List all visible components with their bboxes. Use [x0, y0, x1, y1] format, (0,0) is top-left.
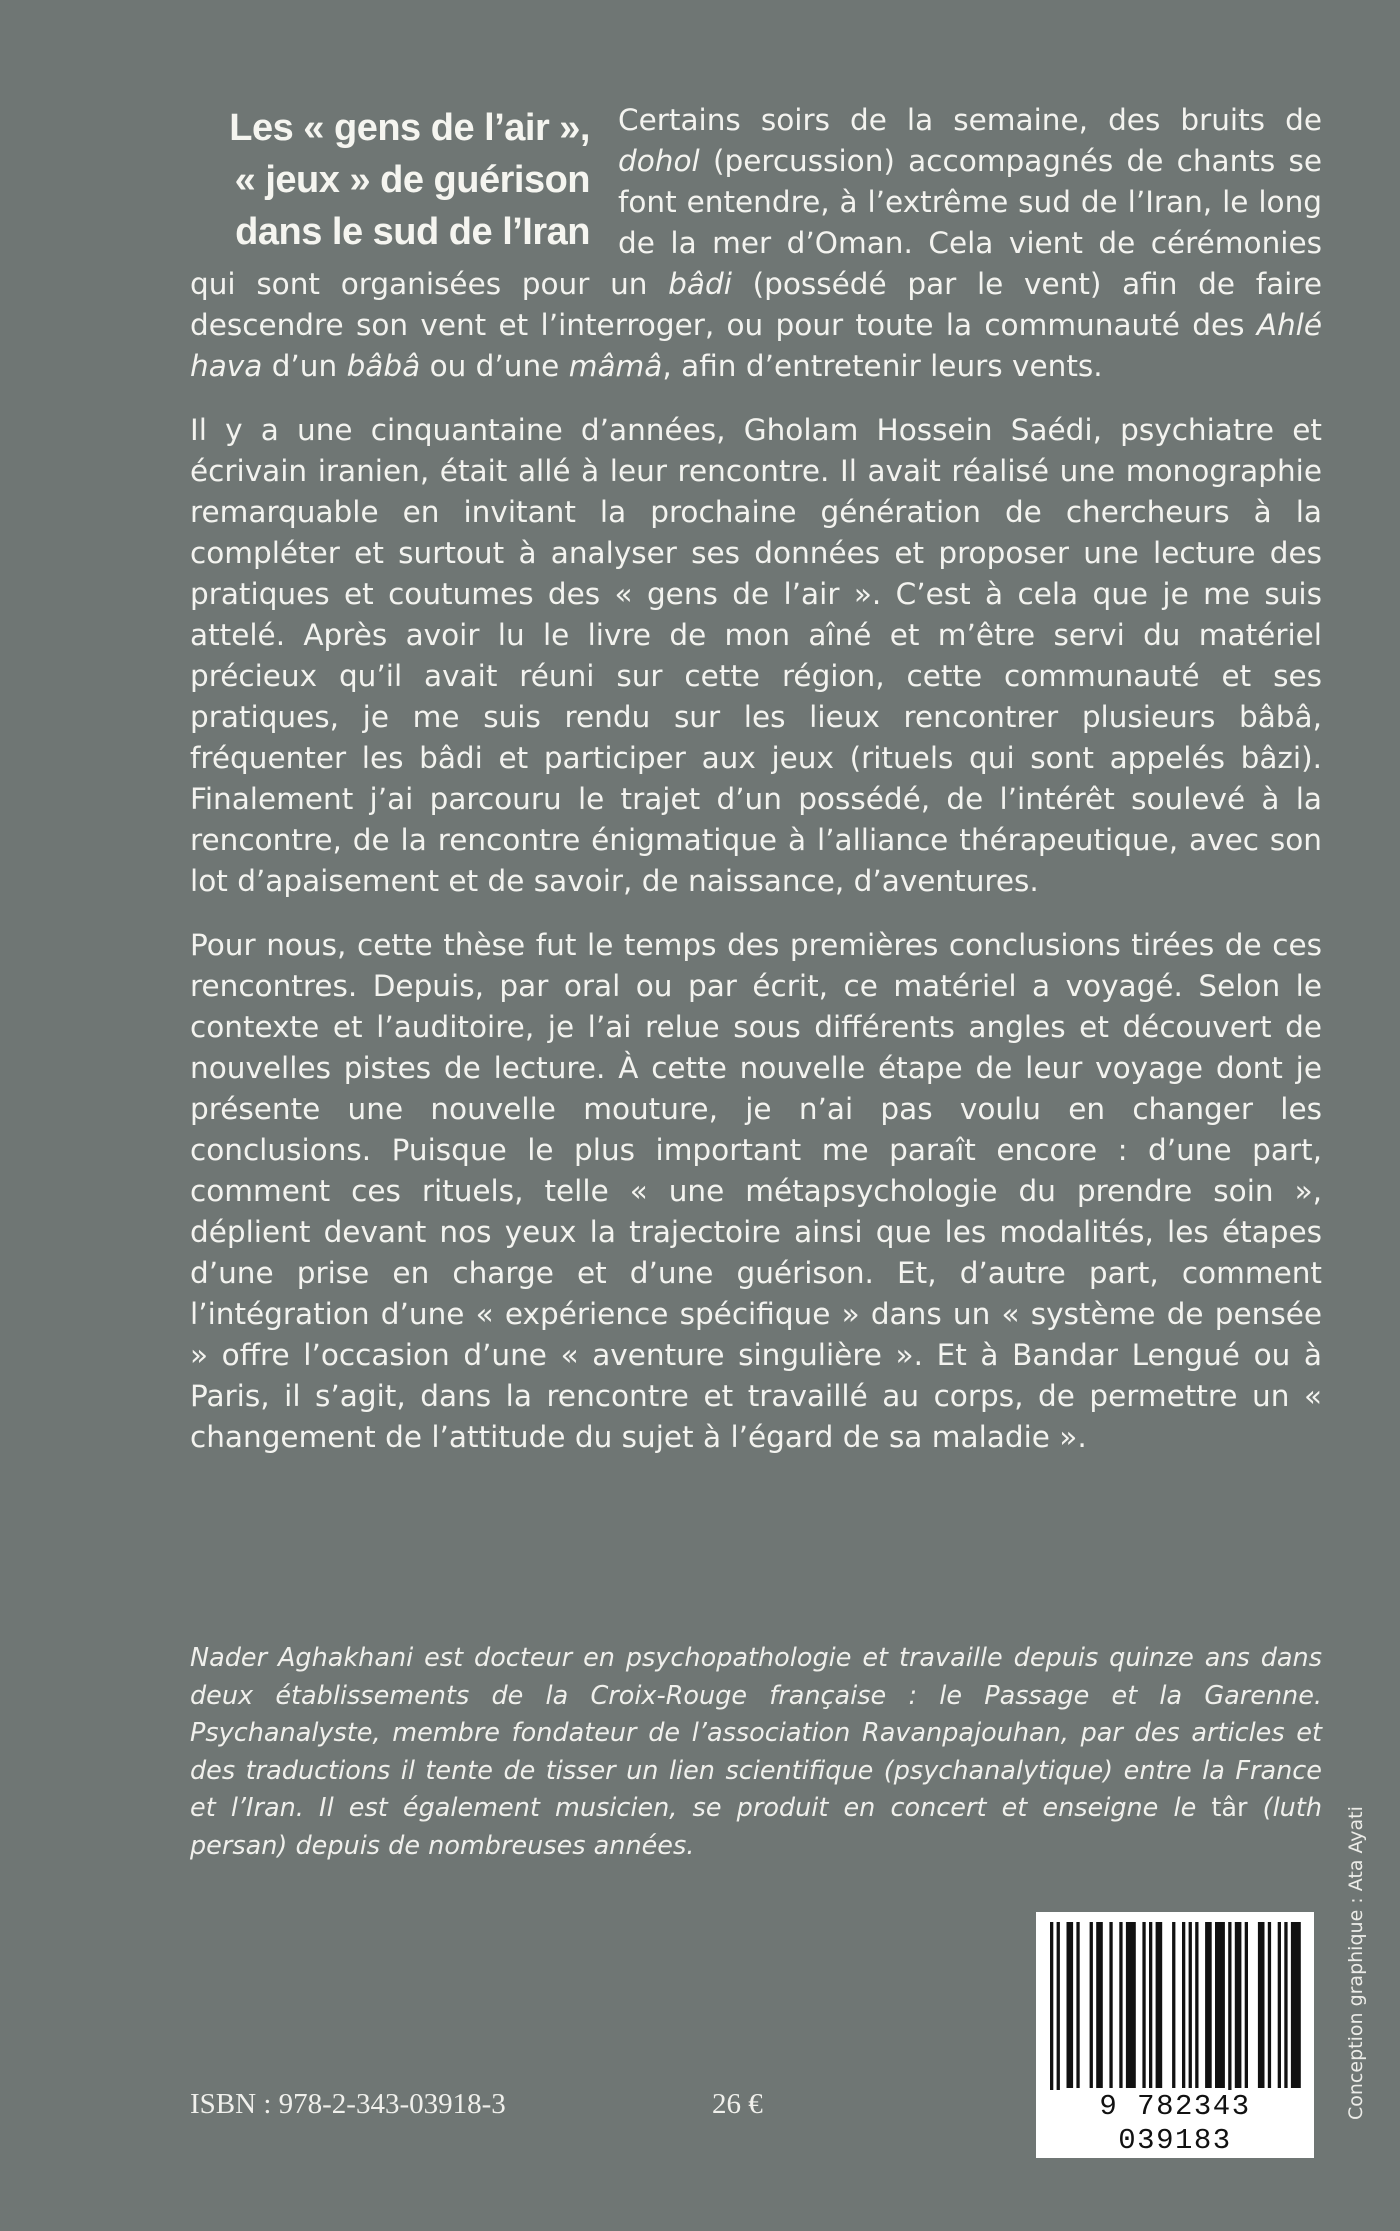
- text-run: , afin d’entretenir leurs vents.: [662, 349, 1103, 383]
- barcode-bar: [1050, 1922, 1053, 2100]
- author-bio-upright: târ: [1211, 1793, 1248, 1823]
- title-line: Les « gens de l’air »,: [229, 107, 590, 149]
- barcode-bar: [1076, 1922, 1079, 2088]
- barcode-bar: [1258, 1922, 1265, 2088]
- synopsis-paragraph-3: Pour nous, cette thèse fut le temps des premières conclusions tirées de ces rencontres. Depuis, par oral ou par écrit, ce matériel a voyagé. Selon le contexte et l’auditoire, je l’ai relue sous différents angles et découvert de nouvelles pistes de lecture. À cette nouvelle étape de leur voyage dont je présente une nouvelle mouture, je n’ai pas voulu en changer les conclusions. Puisque le plus important me paraît encore : d’une part, comment ces rituels, telle « une métapsychologie du prendre soin », déplient devant nos yeux la trajectoire ainsi que les modalités, les étapes d’une prise en charge et d’une guérison. Et, d’autre part, comment l’intégration d’une « expérience spécifique » dans un « système de pensée » offre l’occasion d’une « aventure singulière ». Et à Bandar Lengué ou à Paris, il s’agit, dans la rencontre et travaillé au corps, de permettre un « changement de l’attitude du sujet à l’égard de sa maladie ».: [190, 928, 1322, 1454]
- barcode: [1036, 1912, 1314, 2157]
- barcode-bar: [1096, 1922, 1103, 2088]
- title-line: « jeux » de guérison: [234, 159, 590, 201]
- italic-term: mâmâ: [568, 349, 663, 383]
- barcode-bar: [1142, 1922, 1145, 2088]
- barcode-bar: [1149, 1922, 1152, 2088]
- barcode-bar: [1126, 1922, 1136, 2088]
- barcode-bar: [1235, 1922, 1242, 2088]
- barcode-bar: [1119, 1922, 1122, 2088]
- italic-term: dohol: [618, 144, 700, 178]
- barcode-bar: [1284, 1922, 1287, 2088]
- barcode-bar: [1228, 1922, 1231, 2100]
- barcode-bar: [1182, 1922, 1185, 2088]
- text-run: (possédé par le vent) afin de faire descendre son vent et l’interroger, ou pour toute la communauté des: [190, 267, 1322, 342]
- barcode-bar: [1156, 1922, 1163, 2088]
- title-spacer: [190, 100, 618, 264]
- text-run: Certains soirs de la semaine, des bruits de: [618, 103, 1322, 137]
- text-run: d’un: [262, 349, 347, 383]
- barcode-bar: [1278, 1922, 1281, 2088]
- italic-term: bâdi: [668, 267, 732, 301]
- author-bio-text-end: (luth persan) depuis de nombreuses années.: [190, 1793, 1322, 1861]
- isbn: ISBN : 978-2-343-03918-3: [190, 2088, 506, 2120]
- italic-term: Ahlé hava: [190, 308, 1322, 383]
- barcode-bar: [1291, 1922, 1301, 2088]
- barcode-bar: [1189, 1922, 1192, 2088]
- design-credit: [1345, 1640, 1375, 2120]
- barcode-bar: [1067, 1922, 1074, 2088]
- text-run: ou d’une: [420, 349, 569, 383]
- barcode-bar: [1090, 1922, 1093, 2088]
- barcode-bar: [1109, 1922, 1112, 2088]
- author-bio-text: Nader Aghakhani est docteur en psychopathologie et travaille depuis quinze ans dans deux établissements de la Croix-Rouge française : le Passage et la Garenne. Psychanalyste, membre fondateur de l’association Ravanpajouhan, par des articles et des traductions il tente de tisser un lien scientifique (psychanalytique) entre la France et l’Iran. Il est également musicien, se produit en concert et enseigne le: [190, 1643, 1322, 1823]
- barcode-bar: [1057, 1922, 1060, 2100]
- barcode-bar: [1215, 1922, 1225, 2088]
- barcode-bar: [1195, 1922, 1198, 2088]
- title-line: dans le sud de l’Iran: [235, 211, 590, 253]
- italic-term: bâbâ: [346, 349, 421, 383]
- barcode-bar: [1205, 1922, 1212, 2088]
- barcode-bar: [1245, 1922, 1248, 2088]
- barcode-digits: 9 782343 039183: [1036, 2090, 1314, 2158]
- author-bio: [190, 1640, 1322, 1865]
- barcode-bar: [1268, 1922, 1271, 2088]
- design-credit-text: Conception graphique : Ata Ayati: [1345, 1806, 1367, 2120]
- barcode-bar: [1172, 1922, 1175, 2088]
- synopsis-paragraph-2: Il y a une cinquantaine d’années, Gholam Hossein Saédi, psychiatre et écrivain iranien, était allé à leur rencontre. Il avait réalisé une monographie remarquable en invitant la prochaine génération de chercheurs à la compléter et surtout à analyser ses données et proposer une lecture des pratiques et coutumes des « gens de l’air ». C’est à cela que je me suis attelé. Après avoir lu le livre de mon aîné et m’être servi du matériel précieux qu’il avait réuni sur cette région, cette communauté et ses pratiques, je me suis rendu sur les lieux rencontrer plusieurs bâbâ, fréquenter les bâdi et participer aux jeux (rituels qui sont appelés bâzi). Finalement j’ai parcouru le trajet d’un possédé, de l’intérêt soulevé à la rencontre, de la rencontre énigmatique à l’alliance thérapeutique, avec son lot d’apaisement et de savoir, de naissance, d’aventures.: [190, 413, 1322, 898]
- text-run: (percussion) accompagnés de chants se font entendre, à l’extrême sud de l’Iran, le long de la mer d’Oman. Cela vient de cérémonies qui sont organisées pour un: [190, 144, 1322, 301]
- synopsis: [190, 100, 1322, 1458]
- price: 26 €: [712, 2088, 763, 2120]
